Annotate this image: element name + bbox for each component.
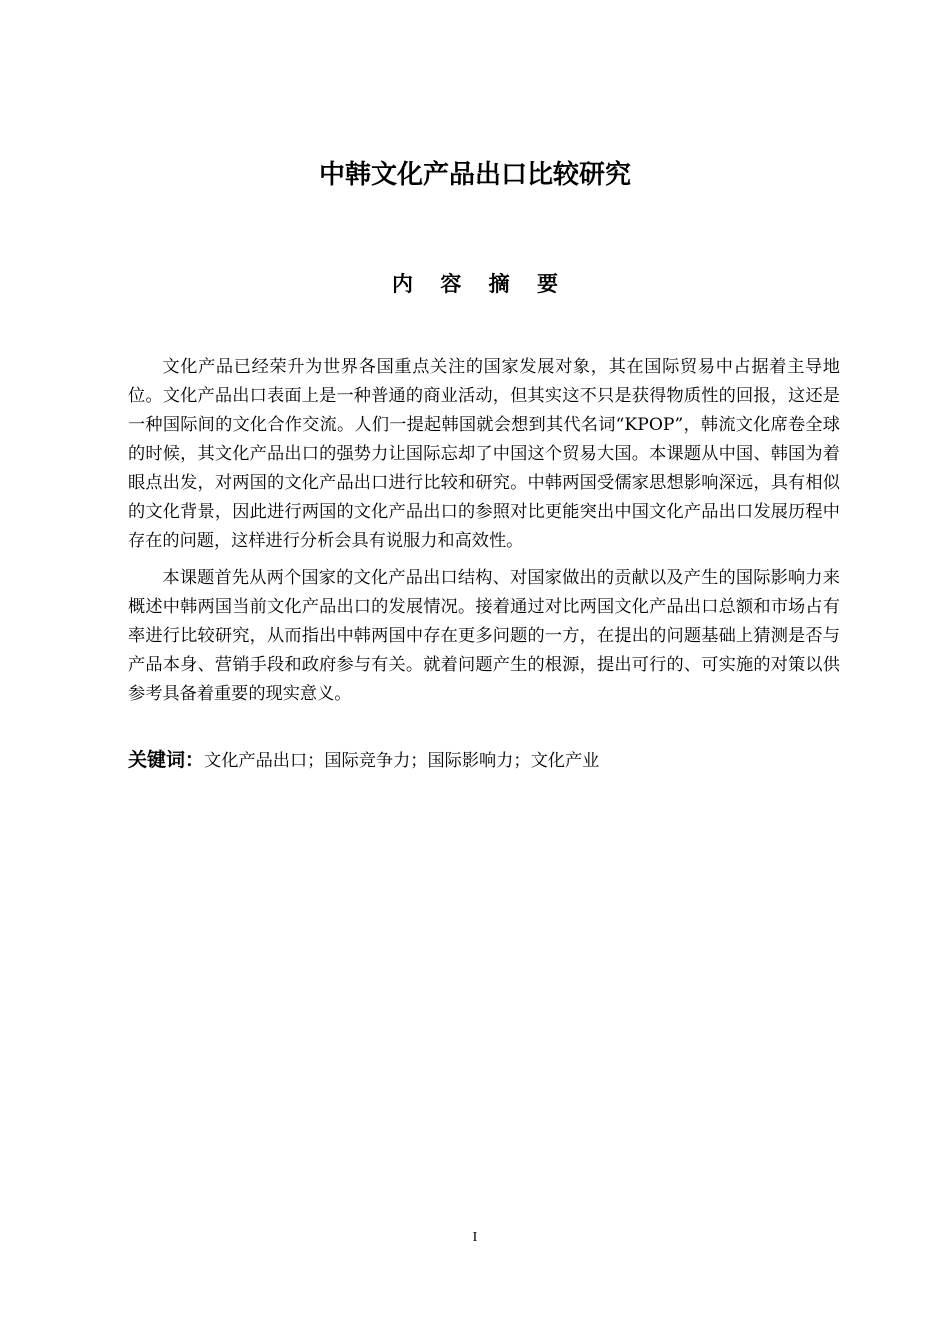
keywords-line bbox=[128, 744, 840, 777]
keywords-label: 关键词： bbox=[128, 749, 205, 771]
page-number: I bbox=[472, 1230, 478, 1245]
abstract-paragraph-2: 本课题首先从两个国家的文化产品出口结构、对国家做出的贡献以及产生的国际影响力来概述中韩两国当前文化产品出口的发展情况。接着通过对比两国文化产品出口总额和市场占有率进行比较研究，从而指出中韩两国中存在更多问题的一方，在提出的问题基础上猜测是否与产品本身、营销手段和政府参与有关。就着问题产生的根源，提出可行的、可实施的对策以供参考具备着重要的现实意义。 bbox=[128, 568, 840, 704]
document-title: 中韩文化产品出口比较研究 bbox=[318, 160, 631, 190]
abstract-body bbox=[128, 353, 840, 717]
keywords-value: 文化产品出口；国际竞争力；国际影响力；文化产业 bbox=[204, 751, 600, 771]
abstract-paragraph-1: 文化产品已经荣升为世界各国重点关注的国家发展对象，其在国际贸易中占据着主导地位。文化产品出口表面上是一种普通的商业活动，但其实这不只是获得物质性的回报，这还是一种国际间的文化合作交流。人们一提起韩国就会想到其代名词“KPOP”，韩流文化席卷全球的时候，其文化产品出口的强势力让国际忘却了中国这个贸易大国。本课题从中国、韩国为着眼点出发，对两国的文化产品出口进行比较和研究。中韩两国受儒家思想影响深远，具有相似的文化背景，因此进行两国的文化产品出口的参照对比更能突出中国文化产品出口发展历程中存在的问题，这样进行分析会具有说服力和高效性。 bbox=[128, 357, 840, 551]
abstract-heading: 内 容 摘 要 bbox=[392, 272, 568, 296]
